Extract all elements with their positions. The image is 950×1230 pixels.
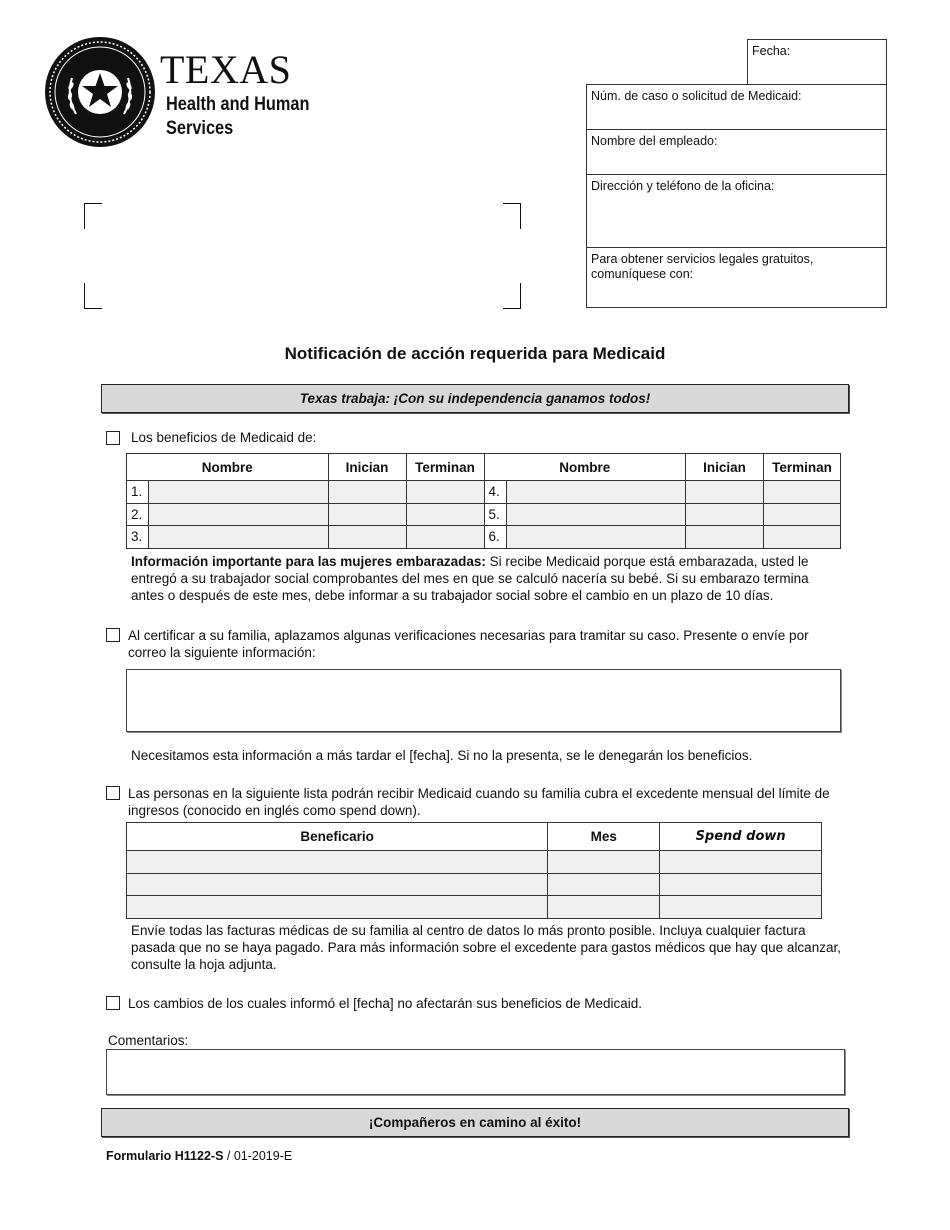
inician-cell[interactable] — [328, 526, 406, 549]
nombre-cell[interactable] — [506, 481, 686, 504]
col-spend-down: Spend down — [660, 823, 822, 851]
nombre-cell[interactable] — [149, 503, 329, 526]
checkbox-spend-down[interactable] — [106, 786, 120, 800]
inician-cell[interactable] — [686, 503, 764, 526]
section3-label: Las personas en la siguiente lista podrán recibir Medicaid cuando su familia cubra el excedente mensual del límite de ingresos (conocido en inglés como spend down). — [128, 786, 830, 818]
section1-label: Los beneficios de Medicaid de: — [131, 430, 317, 445]
fecha-label: Fecha: — [752, 44, 791, 58]
address-corner-bottom-right — [503, 283, 521, 309]
terminan-cell[interactable] — [406, 481, 484, 504]
table-row — [127, 481, 841, 504]
inician-cell[interactable] — [686, 526, 764, 549]
col-inician-2: Inician — [686, 454, 764, 481]
row-number: 6. — [484, 526, 506, 549]
spend-down-table — [126, 822, 822, 919]
banner-top: Texas trabaja: ¡Con su independencia ganamos todos! — [101, 384, 849, 413]
office-address-field[interactable] — [586, 174, 887, 248]
address-corner-top-right — [503, 203, 521, 229]
row-number: 4. — [484, 481, 506, 504]
terminan-cell[interactable] — [764, 526, 841, 549]
logo-line3: Services — [166, 118, 234, 139]
checkbox-verifications[interactable] — [106, 628, 120, 642]
banner-bottom: ¡Compañeros en camino al éxito! — [101, 1108, 849, 1137]
spend-down-cell[interactable] — [660, 851, 822, 874]
office-address-label: Dirección y teléfono de la oficina: — [591, 179, 775, 193]
col-nombre-2: Nombre — [484, 454, 686, 481]
col-nombre-1: Nombre — [127, 454, 329, 481]
nombre-cell[interactable] — [149, 526, 329, 549]
row-number: 5. — [484, 503, 506, 526]
section3-note: Envíe todas las facturas médicas de su familia al centro de datos lo más pronto posible. Incluya cualquier factura pasada que no se haya pagado. Para más información sobre el excedente para gastos médicos que hay que alcanzar, consulte la hoja adjunta. — [131, 923, 841, 972]
col-beneficario: Beneficario — [127, 823, 548, 851]
benefits-table-header — [127, 454, 841, 481]
table-row — [127, 526, 841, 549]
pregnancy-note — [131, 553, 841, 604]
col-terminan-2: Terminan — [764, 454, 841, 481]
terminan-cell[interactable] — [764, 481, 841, 504]
form-footer — [106, 1149, 292, 1163]
benefits-table — [126, 453, 841, 549]
inician-cell[interactable] — [328, 503, 406, 526]
section2-label: Al certificar a su familia, aplazamos algunas verificaciones necesarias para tramitar su caso. Presente o envíe por correo la siguiente información: — [128, 628, 809, 660]
checkbox-changes-reported[interactable] — [106, 996, 120, 1010]
logo-title: TEXAS — [160, 47, 292, 92]
col-terminan-1: Terminan — [406, 454, 484, 481]
required-info-textbox[interactable] — [126, 669, 841, 732]
case-number-field[interactable] — [586, 84, 887, 130]
employee-name-field[interactable] — [586, 129, 887, 175]
table-row — [127, 873, 822, 896]
comentarios-textbox[interactable] — [106, 1049, 845, 1095]
mes-cell[interactable] — [548, 896, 660, 919]
terminan-cell[interactable] — [406, 526, 484, 549]
case-number-label: Núm. de caso o solicitud de Medicaid: — [591, 89, 802, 103]
inician-cell[interactable] — [686, 481, 764, 504]
section4-label: Los cambios de los cuales informó el [fecha] no afectarán sus beneficios de Medicaid. — [128, 996, 643, 1011]
table-row — [127, 503, 841, 526]
spend-down-table-header — [127, 823, 822, 851]
texas-seal-logo — [44, 36, 156, 148]
inician-cell[interactable] — [328, 481, 406, 504]
row-number: 3. — [127, 526, 149, 549]
mes-cell[interactable] — [548, 873, 660, 896]
terminan-cell[interactable] — [406, 503, 484, 526]
nombre-cell[interactable] — [506, 526, 686, 549]
fecha-field[interactable] — [747, 39, 887, 85]
row-number: 1. — [127, 481, 149, 504]
page-title: Notificación de acción requerida para Medicaid — [284, 344, 666, 363]
col-mes: Mes — [548, 823, 660, 851]
beneficario-cell[interactable] — [127, 896, 548, 919]
logo-line2: Health and Human — [166, 94, 310, 115]
table-row — [127, 896, 822, 919]
legal-services-field[interactable] — [586, 247, 887, 308]
address-corner-bottom-left — [84, 283, 102, 309]
col-inician-1: Inician — [328, 454, 406, 481]
spend-down-cell[interactable] — [660, 873, 822, 896]
section2-deadline: Necesitamos esta información a más tardar el [fecha]. Si no la presenta, se le denegarán los beneficios. — [131, 748, 753, 763]
row-number: 2. — [127, 503, 149, 526]
nombre-cell[interactable] — [506, 503, 686, 526]
form-version: / 01-2019-E — [223, 1149, 293, 1163]
terminan-cell[interactable] — [764, 503, 841, 526]
form-id: Formulario H1122-S — [106, 1149, 224, 1163]
pregnancy-note-heading: Información importante para las mujeres embarazadas: — [131, 554, 486, 569]
nombre-cell[interactable] — [149, 481, 329, 504]
beneficario-cell[interactable] — [127, 851, 548, 874]
employee-name-label: Nombre del empleado: — [591, 134, 718, 148]
spend-down-cell[interactable] — [660, 896, 822, 919]
legal-services-label: Para obtener servicios legales gratuitos, comuníquese con: — [591, 252, 814, 281]
comentarios-label: Comentarios: — [108, 1033, 189, 1048]
pregnancy-note-text: Si recibe Medicaid porque está embarazada, usted le entregó a su trabajador social comprobantes del mes en que se calculó nacería su bebé. Si su embarazo termina antes o después de este mes, debe informar a su trabajador social sobre el cambio en un plazo de 10 días. — [131, 554, 809, 603]
beneficario-cell[interactable] — [127, 873, 548, 896]
table-row — [127, 851, 822, 874]
checkbox-medicaid-benefits[interactable] — [106, 431, 120, 445]
mes-cell[interactable] — [548, 851, 660, 874]
address-corner-top-left — [84, 203, 102, 229]
